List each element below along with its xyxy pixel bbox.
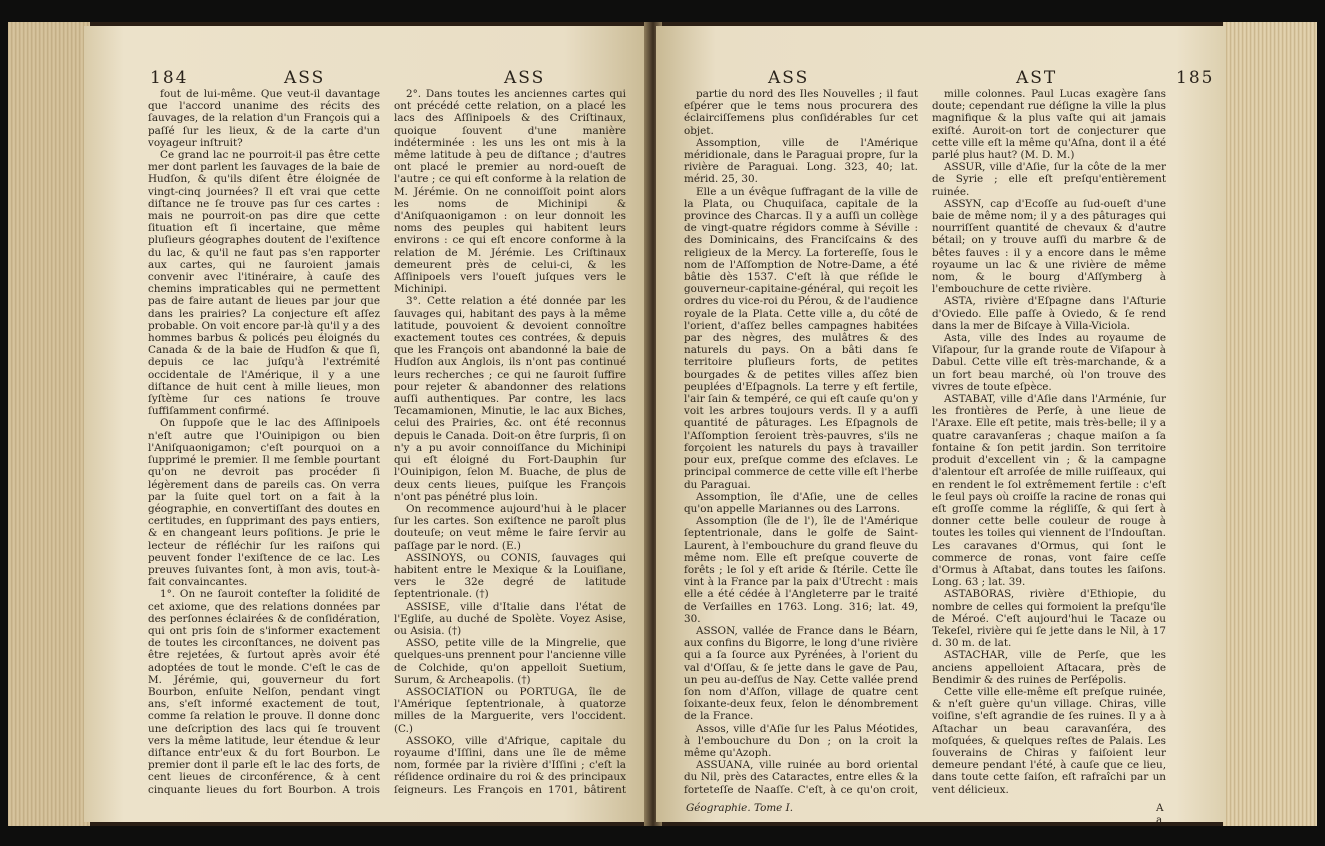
- gathering-mark: A a: [1156, 802, 1164, 822]
- running-head-word: ASS: [504, 68, 546, 88]
- entry-paragraph: ASSO, petite ville de la Mingrelie, que quelques-uns prennent pour l'ancienne ville de Colchide, qu'on appelloit Suetium, Surum, & Archeapolis. (†): [394, 637, 626, 686]
- running-head-word: ASS: [284, 68, 326, 88]
- entry-paragraph: ASSUANA, ville ruinée au bord oriental du Nil, près des Cataractes, entre elles & la forteteſſe de Naaſſe. C'eſt, à ce qu'on croit,: [684, 759, 918, 796]
- entry-paragraph: Assomption (île de l'), île de l'Amérique ſeptentrionale, dans le golfe de Saint-Laurent, à l'embouchure du grand fleuve du même nom. Elle eſt preſque couverte de forêts ; le ſol y eſt aride & ſtérile. Cette île vint à la France par la paix d'Utrecht : mais elle a été cédée à l'Angleterre par le traité de Verſailles en 1763. Long. 316; lat. 49, 30.: [684, 515, 918, 625]
- paragraph: 2°. Dans toutes les anciennes cartes qui ont précédé cette relation, on a placé les lacs des Aſſinipoels & des Criſtinaux, quoique ſouvent d'une manière indéterminée : les uns les ont mis à la même latitude à peu de diſtance ; d'autres ont placé le premier au nord-oueſt de l'autre ; ce qui eſt conforme à la relation de M. Jérémie. On ne connoiſſoit point alors les noms de Michinipi & d'Aniſquaonigamon : on leur donnoit les noms des peuples qui habitent leurs environs : ce qui eſt encore conforme à la relation de M. Jérémie. Les Criſtinaux demeurent près de celui-ci, & les Aſſinipoels vers l'oueſt juſques vers le Michinipi.: [394, 88, 626, 296]
- entry-paragraph: Assomption, île d'Aſie, une de celles qu'on appelle Mariannes ou des Larrons.: [684, 490, 918, 515]
- left-column-2: [394, 88, 626, 796]
- running-head-word: ASS: [768, 68, 810, 88]
- paragraph: Ce grand lac ne pourroit-il pas être cette mer dont parlent les ſauvages de la baie de Hudſon, & qu'ils diſent être éloignée de vingt-cinq journées? Il eſt vrai que cette diſtance ne ſe trouve pas ſur ces cartes : mais ne pourroit-on pas dire que cette ſituation eſt ſi incertaine, que même pluſieurs géographes doutent de l'exiſtence du lac, & qu'il ne faut pas s'en rapporter aux cartes, qui ne ſauroient jamais convenir avec l'itinéraire, à cauſe des chemins impraticables qui ne permettent pas de faire autant de lieues par jour que dans les prairies? La conjecture eſt aſſez probable. On voit encore par-là qu'il y a des hommes barbus & policés peu éloignés du Canada & de la baie de Hudſon & que ſi, depuis ce lac juſqu'à l'extrémité occidentale de l'Amérique, il y a une diſtance de huit cent à mille lieues, mon ſyſtème ſur ces nations ſe trouve ſuffiſamment confirmé.: [148, 149, 380, 418]
- right-column-1: [684, 88, 918, 796]
- entry-paragraph: ASTABORAS, rivière d'Ethiopie, du nombre de celles qui formoient la preſqu'île de Méroé. C'eſt aujourd'hui le Tacaze ou Tekeſel, rivière qui ſe jette dans le Nil, à 17 d. 30 m. de lat.: [932, 588, 1166, 650]
- page-number-right: 185: [1176, 68, 1215, 88]
- footer-signature: Géographie. Tome I.: [686, 802, 794, 814]
- entry-paragraph: Assos, ville d'Aſie ſur les Palus Méotides, à l'embouchure du Don ; on la croit la même qu'Azoph.: [684, 722, 918, 759]
- left-column-1: [148, 88, 380, 796]
- left-page-edges: [8, 22, 90, 826]
- paragraph: mille colonnes. Paul Lucas exagère ſans doute; cependant rue déſigne la ville la plus magnifique & la plus vaſte qui ait jamais exiſté. Auroit-on tort de conjecturer que cette ville eſt la même qu'Aſna, dont il a été parlé plus haut? (M. D. M.): [932, 88, 1166, 162]
- entry-paragraph: Assomption, ville de l'Amérique méridionale, dans le Paraguai propre, ſur la rivière de Paraguai. Long. 323, 40; lat. mérid. 25, 30.: [684, 136, 918, 186]
- running-head-right: [656, 68, 1226, 86]
- right-page-edges: [1223, 22, 1317, 826]
- paragraph: partie du nord des Iles Nouvelles ; il faut eſpérer que le tems nous procurera des éclairciſſemens plus conſidérables ſur cet objet.: [684, 88, 918, 137]
- entry-paragraph: ASSINOYS, ou CONIS, ſauvages qui habitent entre le Mexique & la Louiſiane, vers le 32e degré de latitude ſeptentrionale. (†): [394, 551, 626, 601]
- paragraph: 1°. On ne ſauroit conteſter la ſolidité de cet axiome, que des relations données par des perſonnes éclairées & de conſidération, qui ont pris ſoin de s'informer exactement de toutes les circonſtances, ne doivent pas être rejetées, & ſurtout après avoir été adoptées de tout le monde. C'eſt le cas de M. Jérémie, qui, gouverneur du fort Bourbon, enſuite Nelſon, pendant vingt ans, s'eſt informé exactement de tout, comme ſa relation le prouve. Il donne donc une deſcription des lacs qui ſe trouvent vers la même latitude, leur étendue & leur diſtance entr'eux & du fort Bourbon. Le premier dont il parle eſt le lac des forts, de cent lieues de circonférence, & à cent cinquante lieues du fort Bourbon. A trois: [148, 588, 380, 796]
- paragraph: 3°. Cette relation a été donnée par les ſauvages qui, habitant des pays à la même latitude, pouvoient & devoient connoître exactement toutes ces contrées, & depuis que les François ont abandonné la baie de Hudſon aux Anglois, ils n'ont pas continué leurs recherches ; ce qui ne ſauroit ſuffire pour rejeter & abandonner des relations auſſi authentiques. Par contre, les lacs Tecamamionen, Minutie, le lac aux Biches, celui des Prairies, &c. ont été reconnus depuis le Canada. Doit-on être ſurpris, ſi on n'y a pu avoir connoiſſance du Michinipi qui eſt éloigné du Fort-Dauphin ſur l'Ouinipigon, ſelon M. Buache, de plus de deux cents lieues, puiſque les François n'ont pas pénétré plus loin.: [394, 295, 626, 503]
- entry-paragraph: ASSUR, ville d'Aſie, ſur la côte de la mer de Syrie ; elle eſt preſqu'entièrement ruinée.: [932, 161, 1166, 198]
- entry-paragraph: ASTACHAR, ville de Perſe, que les anciens appelloient Aſtacara, près de Bendimir & des ruines de Perſépolis.: [932, 649, 1166, 686]
- right-page: [656, 26, 1226, 822]
- paragraph: On ſuppoſe que le lac des Aſſinipoels n'eſt autre que l'Ouinipigon ou bien l'Aniſquaonigamon; c'eſt pourquoi on a ſupprimé le premier. Il me ſemble pourtant qu'on ne devroit pas procéder ſi légèrement dans de pareils cas. On verra par la ſuite quel tort on a fait à la géographie, en convertiſſant des doutes en certitudes, en ſupprimant des pays entiers, & en changeant leurs poſitions. Je prie le lecteur de réfléchir ſur les raiſons qui peuvent fonder l'exiſtence de ce lac. Les preuves ſuivantes ſont, à mon avis, tout-à-fait convaincantes.: [148, 417, 380, 589]
- paragraph: On recommence aujourd'hui à le placer ſur les cartes. Son exiſtence ne paroît plus douteuſe; on veut même le faire ſervir au paſſage par le nord. (E.): [394, 502, 626, 552]
- entry-paragraph: ASSOKO, ville d'Afrique, capitale du royaume d'Iſſini, dans une île de même nom, formée par la rivière d'Iſſini ; c'eſt la réſidence ordinaire du roi & des principaux ſeigneurs. Les François en 1701, bâtirent: [394, 734, 626, 796]
- open-book: [8, 22, 1317, 826]
- left-page: [84, 26, 650, 822]
- paragraph: fout de lui-même. Que veut-il davantage que l'accord unanime des récits des ſauvages, de la relation d'un François qui a paſſé ſur les lieux, & de la carte d'un voyageur inſtruit?: [148, 88, 380, 149]
- running-head-left: [84, 68, 650, 86]
- page-number-left: 184: [150, 68, 189, 88]
- entry-paragraph: ASSYN, cap d'Ecoſſe au ſud-oueſt d'une baie de même nom; il y a des pâturages qui nourriſſent quantité de chevaux & d'autre bétail; on y trouve auſſi du marbre & de bêtes fauves : il y a encore dans le même royaume un lac & une rivière de même nom, & le bourg d'Aſſymberg à l'embouchure de cette rivière.: [932, 197, 1166, 296]
- paragraph: Elle a un évêque ſuffragant de la ville de la Plata, ou Chuquiſaca, capitale de la province des Charcas. Il y a auſſi un collège de vingt-quatre régidors comme à Séville : des Dominicains, des Franciſcains & des religieux de la Mercy. La fortereſſe, ſous le nom de l'Aſſomption de Notre-Dame, a été bâtie dès 1537. C'eſt là que réſide le gouverneur-capitaine-général, qui reçoit les ordres du vice-roi du Pérou, & de l'audience royale de la Plata. Cette ville a, du côté de l'orient, d'aſſez belles campagnes habitées par des nègres, des mulâtres & des naturels du pays. On a bâti dans ſe territoire pluſieurs forts, de petites bourgades & de petites villes aſſez bien peuplées d'Eſpagnols. La terre y eſt fertile, l'air ſain & tempéré, ce qui eſt cauſe qu'on y voit les arbres toujours verds. Il y a auſſi quantité de pâturages. Les Eſpagnols de l'Aſſomption ſeroient très-pauvres, s'ils ne forçoient les naturels du pays à travailler pour eux, preſque comme des eſclaves. Le principal commerce de cette ville eſt l'herbe du Paraguai.: [684, 185, 918, 491]
- entry-paragraph: ASSON, vallée de France dans le Béarn, aux confins du Bigorre, le long d'une rivière qui a ſa ſource aux Pyrénées, à l'orient du val d'Oſſau, & ſe jette dans le gave de Pau, un peu au-deſſus de Nay. Cette vallée prend ſon nom d'Aſſon, village de quatre cent ſoixante-deux feux, ſelon le dénombrement de la France.: [684, 624, 918, 723]
- left-page-columns: [148, 88, 626, 796]
- right-column-2: [932, 88, 1166, 796]
- entry-paragraph: ASSISE, ville d'Italie dans l'état de l'Egliſe, au duché de Spolète. Voyez Asise, ou Asisia. (†): [394, 600, 626, 637]
- entry-paragraph: ASSOCIATION ou PORTUGA, île de l'Amérique ſeptentrionale, à quatorze milles de la Marguerite, vers l'occident. (C.): [394, 685, 626, 735]
- entry-paragraph: Asta, ville des Indes au royaume de Viſapour, ſur la grande route de Viſapour à Dabul. Cette ville eſt très-marchande, & a un fort beau marché, où l'on trouve des vivres de toute eſpèce.: [932, 332, 1166, 393]
- entry-paragraph: ASTABAT, ville d'Aſie dans l'Arménie, ſur les frontières de Perſe, à une lieue de l'Araxe. Elle eſt petite, mais très-belle; il y a quatre caravanſeras ; chaque maiſon a ſa fontaine & ſon petit jardin. Son territoire produit d'excellent vin ; & la campagne d'alentour eſt arroſée de mille ruiſſeaux, qui en rendent le ſol extrêmement fertile : c'eſt le ſeul pays où croiſſe la racine de ronas qui eſt groſſe comme la régliſſe, & qui ſert à donner cette belle couleur de rouge à toutes les toiles qui viennent de l'Indouſtan. Les caravanes d'Ormus, qui ſont le commerce de ronas, vont faire ceſſe d'Ormus à Aſtabat, dans toutes les ſaiſons. Long. 63 ; lat. 39.: [932, 393, 1166, 589]
- page-footer: [686, 802, 1166, 822]
- running-head-word: AST: [1016, 68, 1058, 88]
- right-page-columns: [684, 88, 1166, 796]
- entry-paragraph: ASTA, rivière d'Eſpagne dans l'Aſturie d'Oviedo. Elle paſſe à Oviedo, & ſe rend dans la mer de Biſcaye à Villa-Viciola.: [932, 295, 1166, 332]
- paragraph: Cette ville elle-même eſt preſque ruinée, & n'eſt guère qu'un village. Chiras, ville voiſine, s'eſt agrandie de ſes ruines. Il y a à Aſtachar un beau caravanſéra, des moſquées, & quelques reſtes de Palais. Les ſouverains de Chiras y faiſoient leur demeure pendant l'été, à cauſe que ce lieu, dans toute cette ſaiſon, eſt rafraîchi par un vent délicieux.: [932, 685, 1166, 796]
